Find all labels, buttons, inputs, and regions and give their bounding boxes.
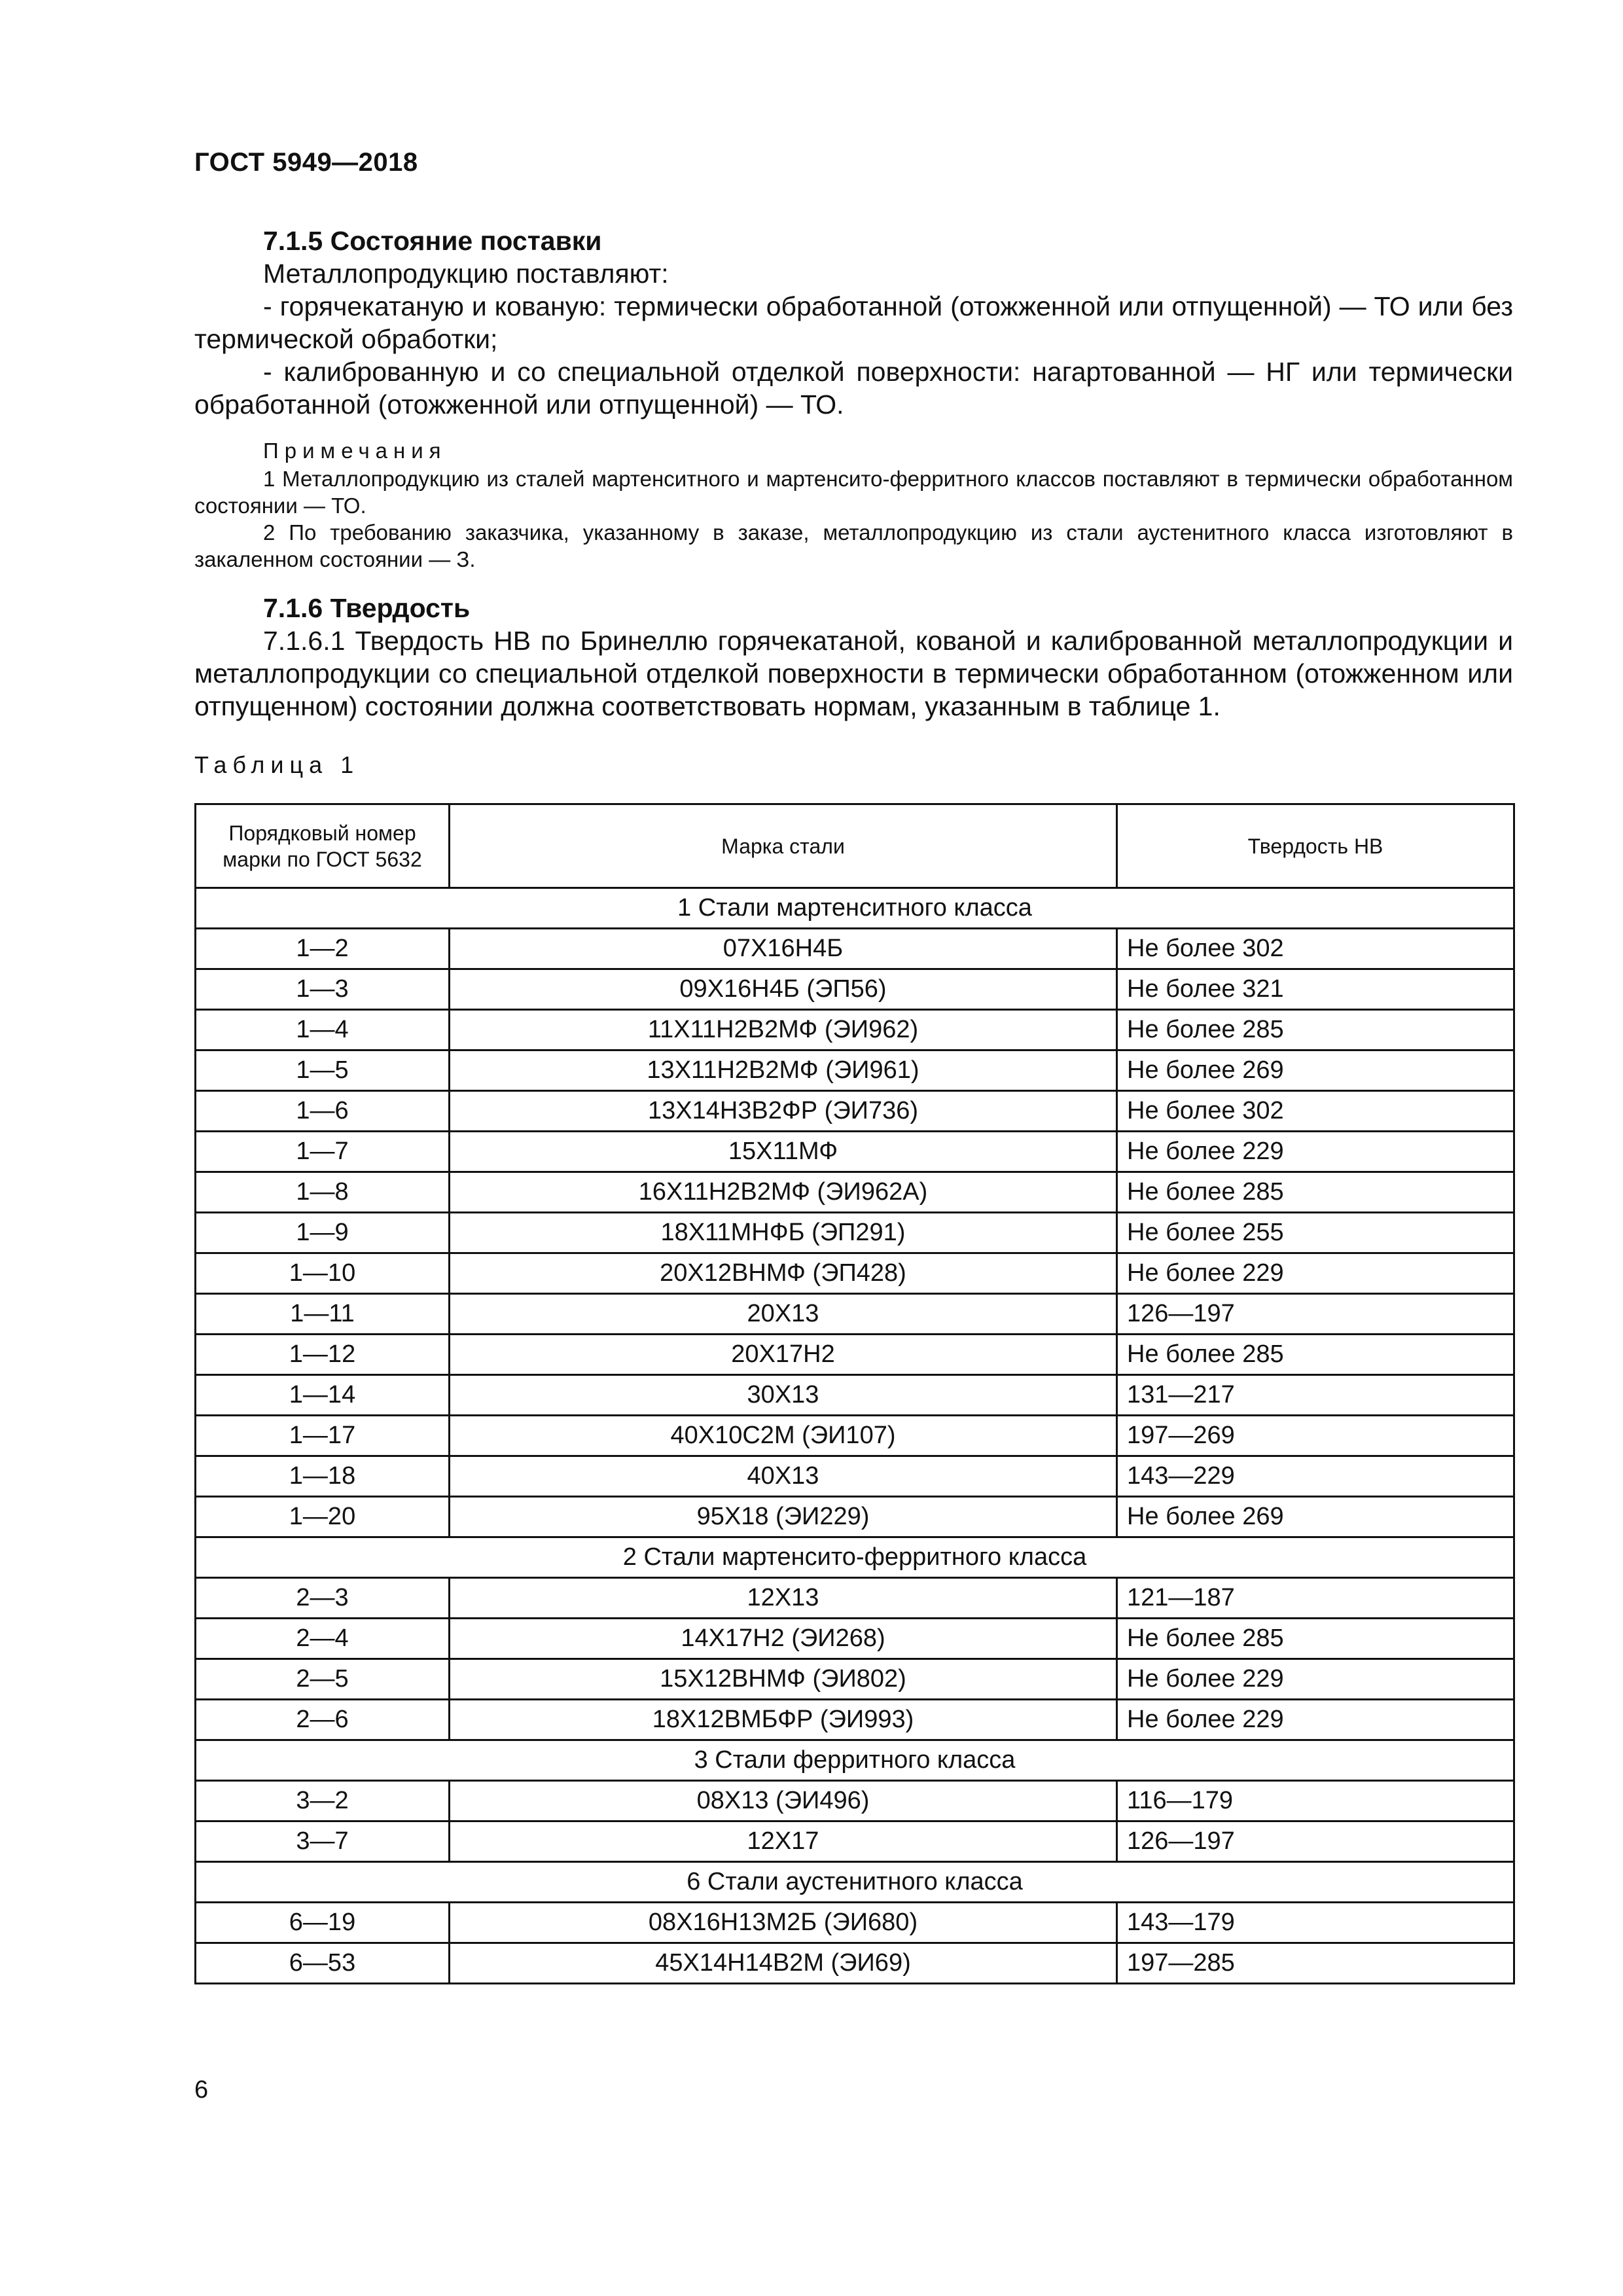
order-number-cell: 1—14 (196, 1375, 450, 1416)
hardness-cell: Не более 285 (1117, 1619, 1514, 1659)
section-title-cell: 1 Стали мартенситного класса (196, 888, 1514, 929)
steel-grade-cell: 12Х13 (450, 1578, 1117, 1619)
table-row (196, 1253, 1514, 1294)
order-number-cell: 3—2 (196, 1781, 450, 1821)
hardness-cell: 116—179 (1117, 1781, 1514, 1821)
order-number-cell: 6—53 (196, 1943, 450, 1984)
hardness-cell: 197—269 (1117, 1416, 1514, 1456)
table-header-row (196, 804, 1514, 888)
table-row (196, 1578, 1514, 1619)
order-number-cell: 2—4 (196, 1619, 450, 1659)
order-number-cell: 1—20 (196, 1497, 450, 1537)
hardness-cell: Не более 229 (1117, 1659, 1514, 1700)
table-row (196, 1781, 1514, 1821)
notes-title: Примечания (263, 439, 447, 463)
steel-grade-cell: 08Х16Н13М2Б (ЭИ680) (450, 1903, 1117, 1943)
table-row (196, 929, 1514, 969)
section-7-1-5-line-3: - калиброванную и со специальной отделкой поверхности: нагартованной — НГ или термически обработанной (отожженной или отпущенной) — ТО. (194, 357, 1513, 420)
table-row (196, 1335, 1514, 1375)
page-number: 6 (194, 2076, 209, 2104)
hardness-cell: Не более 285 (1117, 1335, 1514, 1375)
steel-grade-cell: 18Х11МНФБ (ЭП291) (450, 1213, 1117, 1253)
hardness-cell: Не более 229 (1117, 1700, 1514, 1740)
note-2: 2 По требованию заказчика, указанному в заказе, металлопродукцию из стали аустенитного класса изготовляют в закаленном состоянии — З. (194, 520, 1513, 571)
steel-grade-cell: 13Х11Н2В2МФ (ЭИ961) (450, 1050, 1117, 1091)
hardness-cell: 126—197 (1117, 1821, 1514, 1862)
table-row (196, 1294, 1514, 1335)
order-number-cell: 1—18 (196, 1456, 450, 1497)
table-row (196, 1456, 1514, 1497)
steel-grade-cell: 95Х18 (ЭИ229) (450, 1497, 1117, 1537)
section-7-1-5-line-1: Металлопродукцию поставляют: (263, 259, 669, 289)
table-row (196, 1659, 1514, 1700)
steel-grade-cell: 40Х10С2М (ЭИ107) (450, 1416, 1117, 1456)
order-number-cell: 1—9 (196, 1213, 450, 1253)
order-number-cell: 1—7 (196, 1132, 450, 1172)
section-7-1-6-1-paragraph: 7.1.6.1 Твердость НВ по Бринеллю горячекатаной, кованой и калиброванной металлопродукции и металлопродукции со специальной отделкой поверхности в термически обработанном (отожженном или отпущенном) состоянии должна соответствовать нормам, указанным в таблице 1. (194, 626, 1513, 721)
hardness-cell: Не более 229 (1117, 1253, 1514, 1294)
table-row (196, 1619, 1514, 1659)
table-row (196, 1010, 1514, 1050)
hardness-cell: Не более 302 (1117, 929, 1514, 969)
table-row (196, 1172, 1514, 1213)
section-7-1-6 (194, 592, 1513, 723)
order-number-cell: 1—5 (196, 1050, 450, 1091)
table-row (196, 1416, 1514, 1456)
steel-grade-cell: 09Х16Н4Б (ЭП56) (450, 969, 1117, 1010)
steel-grade-cell: 16Х11Н2В2МФ (ЭИ962А) (450, 1172, 1117, 1213)
hardness-cell: 143—179 (1117, 1903, 1514, 1943)
table-row (196, 1132, 1514, 1172)
table-section-row (196, 1537, 1514, 1578)
steel-grade-cell: 45Х14Н14В2М (ЭИ69) (450, 1943, 1117, 1984)
order-number-cell: 6—19 (196, 1903, 450, 1943)
hardness-cell: Не более 285 (1117, 1010, 1514, 1050)
steel-grade-cell: 15Х12ВНМФ (ЭИ802) (450, 1659, 1117, 1700)
steel-grade-cell: 40Х13 (450, 1456, 1117, 1497)
table-body (196, 888, 1514, 1984)
table-row (196, 1050, 1514, 1091)
steel-grade-cell: 14Х17Н2 (ЭИ268) (450, 1619, 1117, 1659)
section-title-cell: 2 Стали мартенсито-ферритного класса (196, 1537, 1514, 1578)
table-row (196, 1213, 1514, 1253)
hardness-cell: Не более 269 (1117, 1050, 1514, 1091)
section-7-1-5-title: 7.1.5 Состояние поставки (263, 226, 602, 256)
order-number-cell: 2—5 (196, 1659, 450, 1700)
header-hardness: Твердость НВ (1117, 804, 1514, 888)
table-row (196, 1903, 1514, 1943)
steel-grade-cell: 12Х17 (450, 1821, 1117, 1862)
header-steel-grade: Марка стали (450, 804, 1117, 888)
order-number-cell: 3—7 (196, 1821, 450, 1862)
table-section-row (196, 888, 1514, 929)
order-number-cell: 2—6 (196, 1700, 450, 1740)
steel-grade-cell: 20Х17Н2 (450, 1335, 1117, 1375)
steel-grade-cell: 20Х13 (450, 1294, 1117, 1335)
table-section-row (196, 1862, 1514, 1903)
order-number-cell: 1—8 (196, 1172, 450, 1213)
steel-grade-cell: 08Х13 (ЭИ496) (450, 1781, 1117, 1821)
section-title-cell: 3 Стали ферритного класса (196, 1740, 1514, 1781)
table-row (196, 969, 1514, 1010)
table-row (196, 1375, 1514, 1416)
table-row (196, 1943, 1514, 1984)
order-number-cell: 2—3 (196, 1578, 450, 1619)
order-number-cell: 1—10 (196, 1253, 450, 1294)
document-code-header: ГОСТ 5949—2018 (194, 148, 418, 177)
table-row (196, 1821, 1514, 1862)
header-order-number: Порядковый номер марки по ГОСТ 5632 (196, 804, 450, 888)
hardness-cell: Не более 229 (1117, 1132, 1514, 1172)
order-number-cell: 1—6 (196, 1091, 450, 1132)
table-section-row (196, 1740, 1514, 1781)
steel-grade-cell: 30Х13 (450, 1375, 1117, 1416)
order-number-cell: 1—2 (196, 929, 450, 969)
hardness-cell: 121—187 (1117, 1578, 1514, 1619)
steel-grade-cell: 18Х12ВМБФР (ЭИ993) (450, 1700, 1117, 1740)
notes-block (194, 437, 1513, 573)
hardness-cell: 126—197 (1117, 1294, 1514, 1335)
steel-grade-cell: 07Х16Н4Б (450, 929, 1117, 969)
section-7-1-6-title: 7.1.6 Твердость (263, 593, 471, 623)
note-1: 1 Металлопродукцию из сталей мартенситного и мартенсито-ферритного классов поставляют в термически обработанном состоянии — ТО. (194, 467, 1513, 518)
steel-grade-cell: 20Х12ВНМФ (ЭП428) (450, 1253, 1117, 1294)
section-7-1-5 (194, 224, 1513, 421)
hardness-cell: 131—217 (1117, 1375, 1514, 1416)
order-number-cell: 1—17 (196, 1416, 450, 1456)
hardness-cell: Не более 321 (1117, 969, 1514, 1010)
order-number-cell: 1—11 (196, 1294, 450, 1335)
hardness-table (194, 803, 1515, 1984)
steel-grade-cell: 13Х14Н3В2ФР (ЭИ736) (450, 1091, 1117, 1132)
section-7-1-5-line-2: - горячекатаную и кованую: термически обработанной (отожженной или отпущенной) — ТО или без термической обработки; (194, 291, 1513, 354)
steel-grade-cell: 11Х11Н2В2МФ (ЭИ962) (450, 1010, 1117, 1050)
hardness-cell: 143—229 (1117, 1456, 1514, 1497)
hardness-cell: 197—285 (1117, 1943, 1514, 1984)
table-caption: Таблица 1 (194, 751, 360, 778)
steel-grade-cell: 15Х11МФ (450, 1132, 1117, 1172)
table-row (196, 1700, 1514, 1740)
hardness-cell: Не более 255 (1117, 1213, 1514, 1253)
hardness-cell: Не более 269 (1117, 1497, 1514, 1537)
table-row (196, 1091, 1514, 1132)
hardness-cell: Не более 302 (1117, 1091, 1514, 1132)
order-number-cell: 1—12 (196, 1335, 450, 1375)
hardness-cell: Не более 285 (1117, 1172, 1514, 1213)
order-number-cell: 1—3 (196, 969, 450, 1010)
table-row (196, 1497, 1514, 1537)
section-title-cell: 6 Стали аустенитного класса (196, 1862, 1514, 1903)
order-number-cell: 1—4 (196, 1010, 450, 1050)
